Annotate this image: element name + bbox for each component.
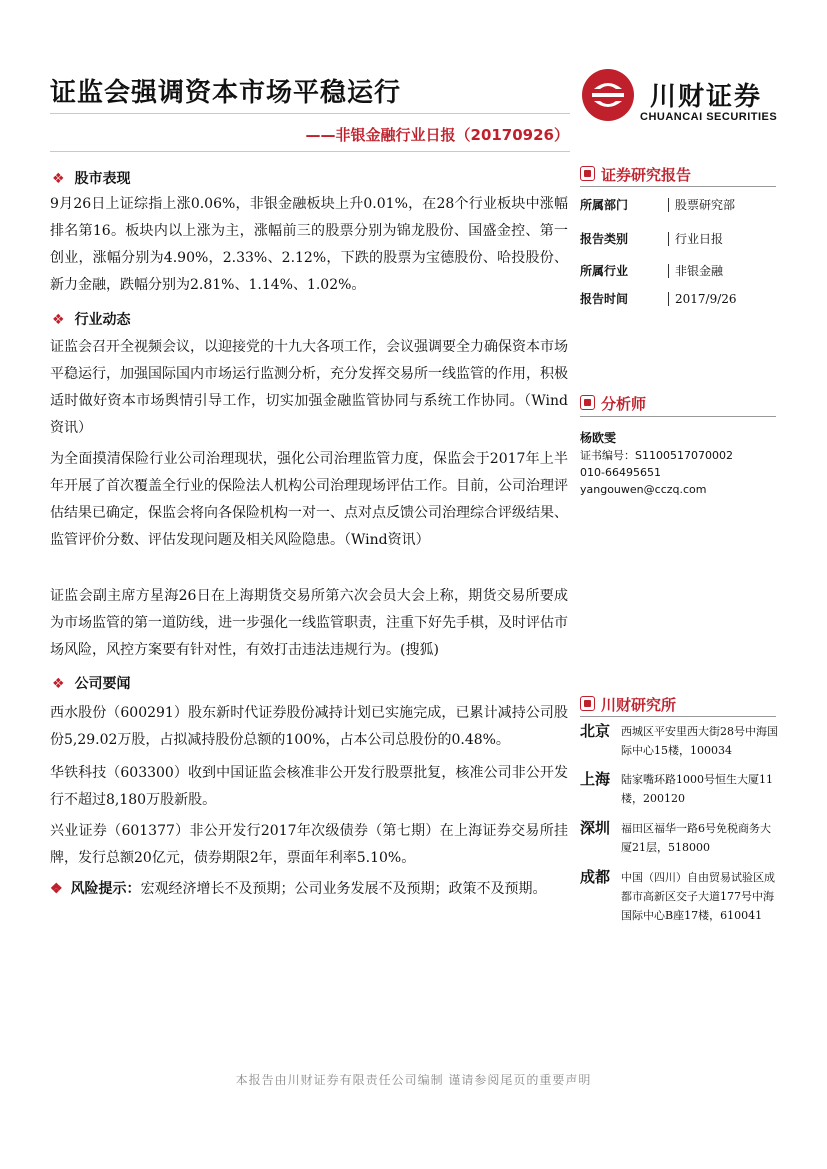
brand-name-en: CHUANCAI SECURITIES [640,111,778,123]
section-square-icon [580,696,595,711]
report-heading-rule [580,186,776,187]
diamond-bullet-icon: ❖ [52,676,65,692]
industry-paragraph-2: 为全面摸清保险行业公司治理现状，强化公司治理监管力度，保监会于2017年上半年开展了首次覆盖全行业的保险法人机构公司治理现场评估工作。目前，公司治理评估结果已确定，保监会将向各保险机构一对一、点对点反馈公司治理综合评级结果、监管评价分数、评估发现问题及相关风险隐患。（Wind资讯） [50,451,568,548]
section-industry-heading: ❖ 行业动态 [52,312,131,328]
info-row-department: 所属部门 股票研究部 [580,198,736,212]
section-square-icon [580,395,595,410]
company-paragraph-2: 华铁科技（603300）收到中国证监会核准非公开发行股票批复，核准公司非公开发行不超过8,180万股新股。 [50,765,568,808]
industry-paragraph-1: 证监会召开全视频会议，以迎接党的十九大各项工作，会议强调要全力确保资本市场平稳运行，加强国际国内市场运行监测分析，充分发挥交易所一线监管的作用，积极适时做好资本市场舆情引导工作，切实加强金融监管协同与系统工作协同。（Wind资讯） [50,339,568,436]
risk-label: 风险提示： [70,881,141,897]
diamond-bullet-icon: ❖ [52,312,65,328]
risk-text: 宏观经济增长不及预期；公司业务发展不及预期；政策不及预期。 [140,881,547,897]
analyst-name: 杨欧雯 [580,431,617,445]
report-title: 证监会强调资本市场平稳运行 [50,78,402,108]
info-row-industry: 所属行业 非银金融 [580,264,724,278]
info-row-date: 报告时间 2017/9/26 [580,292,737,306]
market-paragraph: 9月26日上证综指上涨0.06%，非银金融板块上升0.01%，在28个行业板块中涨幅排名第16。板块内以上涨为主，涨幅前三的股票分别为锦龙股份、国盛金控、第一创业，涨幅分别为4.90%，2.33%、2.12%，下跌的股票为宝德股份、哈投股份、新力金融，跌幅分别为2.81%、1.14%、1.02%。 [50,196,568,293]
section-square-icon [580,166,595,181]
info-row-category: 报告类别 行业日报 [580,232,724,246]
section-company-heading: ❖ 公司要闻 [52,676,131,692]
institute-heading: 川财研究所 [580,694,676,715]
analyst-heading-rule [580,416,776,417]
diamond-bullet-icon: ❖ [52,171,65,187]
company-paragraph-3: 兴业证券（601377）非公开发行2017年次级债券（第七期）在上海证券交易所挂牌，发行总额20亿元，债券期限2年，票面年利率5.10%。 [50,823,568,866]
page-footer: 本报告由川财证券有限责任公司编制 谨请参阅尾页的重要声明 [235,1073,592,1087]
brand-name: 川财证券 [650,82,763,112]
risk-warning [50,876,568,903]
company-paragraph-1: 西水股份（600291）股东新时代证券股份减持计划已实施完成，已累计减持公司股份5,29.02万股，占拟减持股份总额的100%，占本公司总股份的0.48%。 [50,705,568,748]
analyst-phone: 010-66495651 [580,466,661,479]
subtitle-divider [50,151,570,152]
diamond-bullet-icon: ❖ [50,881,63,897]
section-market-heading: ❖ 股市表现 [52,171,131,187]
logo-mark-icon [582,69,634,121]
analyst-heading: 分析师 [580,393,646,414]
institute-heading-rule [580,716,776,717]
analyst-cert: 证书编号：S1100517070002 [580,449,733,462]
title-divider [50,113,570,114]
company-logo [582,69,634,121]
analyst-info [580,430,733,498]
industry-paragraph-3: 证监会副主席方星海26日在上海期货交易所第六次会员大会上称，期货交易所要成为市场监管的第一道防线，进一步强化一线监管职责，注重下好先手棋，及时评估市场风险，风控方案要有针对性，有效打击违法违规行为。(搜狐) [50,588,568,658]
report-heading: 证券研究报告 [580,164,691,185]
analyst-email[interactable]: yangouwen@cczq.com [580,483,707,496]
report-subtitle: ——非银金融行业日报（20170926） [305,126,569,144]
